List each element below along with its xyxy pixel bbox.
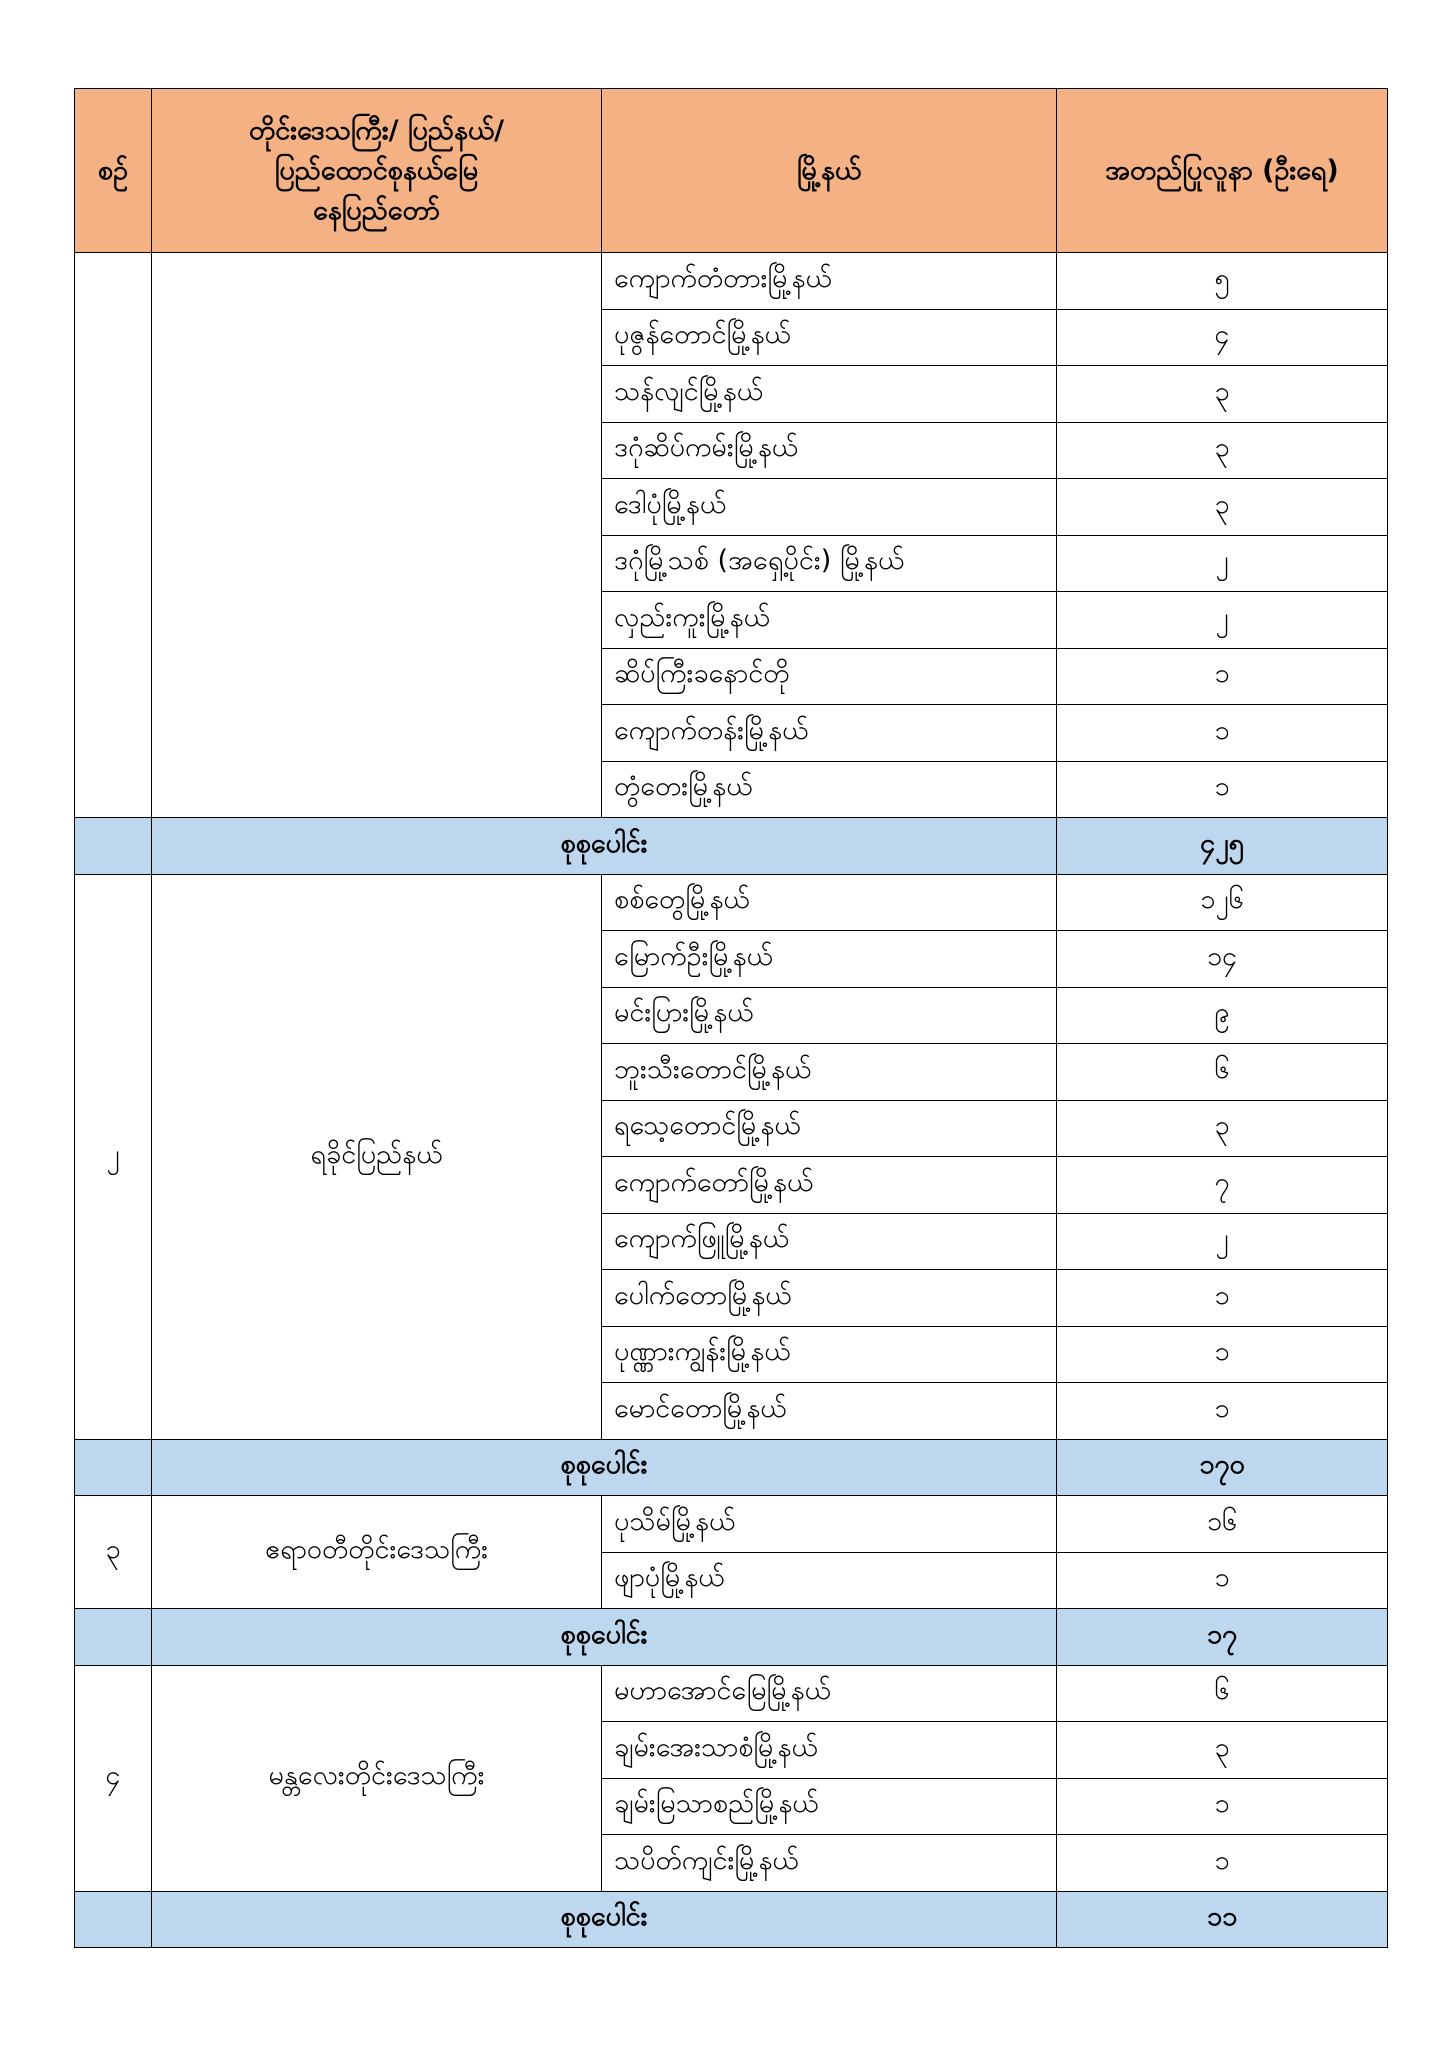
group-number: ၄ (75, 1665, 152, 1891)
township-name: ဒဂုံဆိပ်ကမ်းမြို့နယ် (602, 422, 1057, 479)
township-name: ကျောက်တော်မြို့နယ် (602, 1157, 1057, 1214)
case-count: ၁ (1057, 1270, 1388, 1327)
header-region-line: ပြည်ထောင်စုနယ်မြေ (274, 154, 479, 186)
township-name: သပိတ်ကျင်းမြို့နယ် (602, 1835, 1057, 1892)
case-count: ၄ (1057, 309, 1388, 366)
total-label: စုစုပေါင်း (152, 1891, 1057, 1948)
township-name: ပေါက်တောမြို့နယ် (602, 1270, 1057, 1327)
case-count: ၉ (1057, 987, 1388, 1044)
case-count: ၁၆ (1057, 1496, 1388, 1553)
total-blank-cell (75, 1891, 152, 1948)
township-name: ပုဇွန်တောင်မြို့နယ် (602, 309, 1057, 366)
township-name: ချမ်းအေးသာစံမြို့နယ် (602, 1722, 1057, 1779)
case-count: ၅ (1057, 253, 1388, 310)
township-name: မင်းပြားမြို့နယ် (602, 987, 1057, 1044)
township-name: ရသေ့တောင်မြို့နယ် (602, 1100, 1057, 1157)
township-name: ဖျာပုံမြို့နယ် (602, 1552, 1057, 1609)
total-row (75, 1439, 1388, 1496)
case-count: ၃ (1057, 366, 1388, 423)
case-count: ၁၂၆ (1057, 874, 1388, 931)
total-label: စုစုပေါင်း (152, 1439, 1057, 1496)
case-count: ၁ (1057, 648, 1388, 705)
case-count: ၁ (1057, 1778, 1388, 1835)
township-name: ကျောက်တန်းမြို့နယ် (602, 705, 1057, 762)
township-name: ဒဂုံမြို့သစ် (အရှေ့ပိုင်း) မြို့နယ် (602, 535, 1057, 592)
case-count: ၆ (1057, 1665, 1388, 1722)
total-value: ၁၁ (1057, 1891, 1388, 1948)
township-name: ဆိပ်ကြီးခနောင်တို (602, 648, 1057, 705)
township-name: မဟာအောင်မြေမြို့နယ် (602, 1665, 1057, 1722)
header-region-line: နေပြည်တော် (313, 194, 440, 226)
township-name: ဒေါပုံမြို့နယ် (602, 479, 1057, 536)
case-count: ၃ (1057, 479, 1388, 536)
header-region (152, 89, 602, 253)
township-name: မောင်တောမြို့နယ် (602, 1383, 1057, 1440)
header-no: စဉ် (75, 89, 152, 253)
table-body (75, 253, 1388, 1948)
header-count: အတည်ပြုလူနာ (ဦးရေ) (1057, 89, 1388, 253)
table-header-row (75, 89, 1388, 253)
case-count: ၂ (1057, 1213, 1388, 1270)
table-row (75, 253, 1388, 310)
case-count: ၆ (1057, 1044, 1388, 1101)
case-count: ၂ (1057, 535, 1388, 592)
case-count: ၃ (1057, 1100, 1388, 1157)
township-name: လှည်းကူးမြို့နယ် (602, 592, 1057, 649)
table-row (75, 1665, 1388, 1722)
table-row (75, 874, 1388, 931)
township-name: သန်လျင်မြို့နယ် (602, 366, 1057, 423)
total-blank-cell (75, 1609, 152, 1666)
cases-table (74, 88, 1388, 1948)
region-name: ရခိုင်ပြည်နယ် (152, 874, 602, 1439)
township-name: ပုဏ္ဏားကျွန်းမြို့နယ် (602, 1326, 1057, 1383)
header-township: မြို့နယ် (602, 89, 1057, 253)
region-name: မန္တလေးတိုင်းဒေသကြီး (152, 1665, 602, 1891)
case-count: ၃ (1057, 422, 1388, 479)
case-count: ၁ (1057, 1835, 1388, 1892)
case-count: ၃ (1057, 1722, 1388, 1779)
case-count: ၇ (1057, 1157, 1388, 1214)
region-name: ဧရာဝတီတိုင်းဒေသကြီး (152, 1496, 602, 1609)
total-label: စုစုပေါင်း (152, 818, 1057, 875)
total-value: ၁၇၀ (1057, 1439, 1388, 1496)
case-count: ၁ (1057, 1383, 1388, 1440)
table-row (75, 1496, 1388, 1553)
group-number: ၂ (75, 874, 152, 1439)
township-name: မြောက်ဦးမြို့နယ် (602, 931, 1057, 988)
header-region-line: တိုင်းဒေသကြီး/ ပြည်နယ်/ (248, 114, 505, 146)
total-row (75, 818, 1388, 875)
township-name: ပုသိမ်မြို့နယ် (602, 1496, 1057, 1553)
case-count: ၁ (1057, 1552, 1388, 1609)
township-name: စစ်တွေမြို့နယ် (602, 874, 1057, 931)
total-blank-cell (75, 1439, 152, 1496)
township-name: ကျောက်ဖြူမြို့နယ် (602, 1213, 1057, 1270)
case-count: ၁ (1057, 1326, 1388, 1383)
township-name: ဘူးသီးတောင်မြို့နယ် (602, 1044, 1057, 1101)
total-value: ၄၂၅ (1057, 818, 1388, 875)
total-row (75, 1609, 1388, 1666)
case-count: ၂ (1057, 592, 1388, 649)
total-blank-cell (75, 818, 152, 875)
group-number (75, 253, 152, 818)
total-value: ၁၇ (1057, 1609, 1388, 1666)
case-count: ၁၄ (1057, 931, 1388, 988)
total-label: စုစုပေါင်း (152, 1609, 1057, 1666)
case-count: ၁ (1057, 761, 1388, 818)
case-count: ၁ (1057, 705, 1388, 762)
township-name: ကျောက်တံတားမြို့နယ် (602, 253, 1057, 310)
total-row (75, 1891, 1388, 1948)
region-name (152, 253, 602, 818)
township-name: တွံတေးမြို့နယ် (602, 761, 1057, 818)
group-number: ၃ (75, 1496, 152, 1609)
township-name: ချမ်းမြသာစည်မြို့နယ် (602, 1778, 1057, 1835)
